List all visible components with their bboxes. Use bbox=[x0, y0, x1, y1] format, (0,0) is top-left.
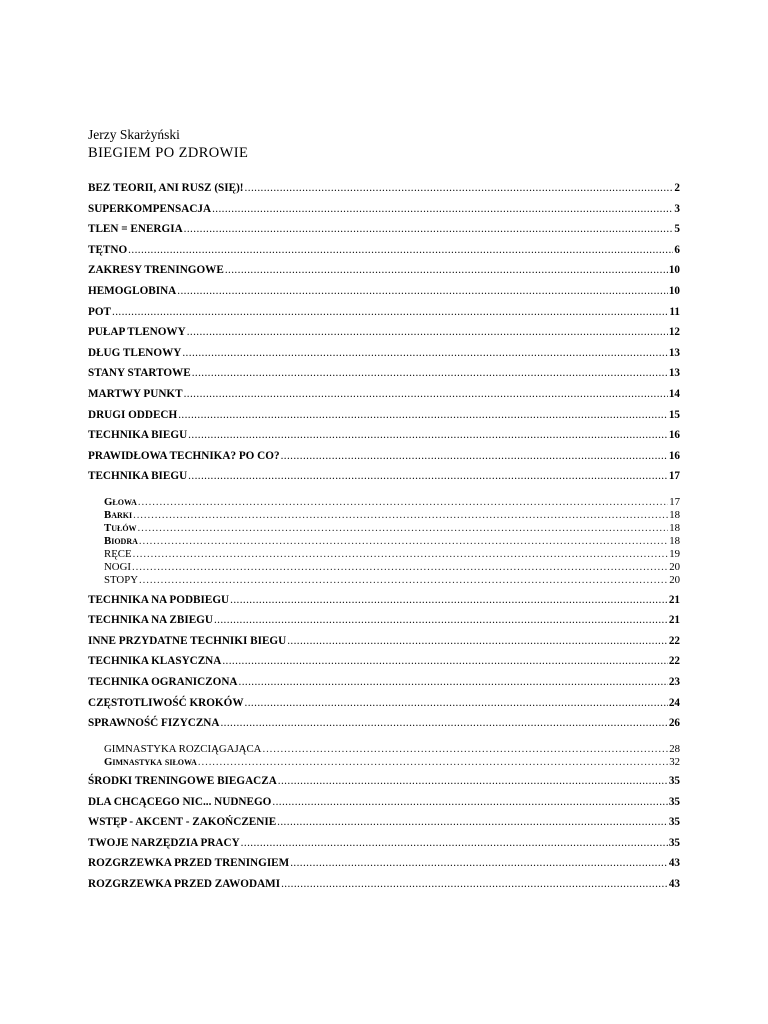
toc-entry-label: Głowa bbox=[104, 495, 137, 508]
toc-dot-leader bbox=[177, 285, 668, 298]
toc-page-number: 23 bbox=[668, 675, 680, 688]
toc-entry[interactable] bbox=[88, 326, 680, 347]
toc-dot-leader bbox=[182, 347, 667, 360]
toc-page-number: 17 bbox=[669, 495, 680, 508]
toc-page-number: 16 bbox=[668, 429, 680, 442]
toc-page-number: 22 bbox=[668, 634, 680, 647]
toc-entry-label: POT bbox=[88, 305, 111, 318]
document-header bbox=[88, 126, 248, 162]
toc-entry-label: ROZGRZEWKA PRZED ZAWODAMI bbox=[88, 877, 281, 890]
toc-dot-leader bbox=[278, 775, 668, 788]
toc-entry[interactable] bbox=[88, 635, 680, 656]
toc-page-number: 18 bbox=[669, 509, 680, 521]
toc-entry[interactable] bbox=[88, 450, 680, 471]
toc-entry[interactable] bbox=[88, 574, 680, 587]
toc-page-number: 35 bbox=[668, 795, 680, 808]
toc-entry-label: INNE PRZYDATNE TECHNIKI BIEGU bbox=[88, 634, 287, 647]
toc-entry[interactable] bbox=[88, 676, 680, 697]
toc-page-number: 15 bbox=[668, 408, 680, 421]
toc-entry-label: ROZGRZEWKA PRZED TRENINGIEM bbox=[88, 857, 290, 870]
toc-entry-label: TĘTNO bbox=[88, 243, 128, 256]
toc-dot-leader bbox=[287, 635, 668, 648]
toc-entry[interactable] bbox=[88, 264, 680, 285]
toc-entry[interactable] bbox=[88, 878, 680, 899]
toc-page-number: 20 bbox=[669, 561, 680, 574]
toc-entry[interactable] bbox=[88, 743, 680, 756]
toc-entry[interactable] bbox=[88, 717, 680, 738]
toc-page-number: 43 bbox=[668, 857, 680, 870]
toc-entry-label: TECHNIKA BIEGU bbox=[88, 429, 188, 442]
toc-dot-leader bbox=[187, 326, 668, 339]
toc-page-number: 2 bbox=[674, 182, 680, 194]
toc-page-number: 13 bbox=[668, 346, 680, 359]
toc-entry[interactable] bbox=[88, 244, 680, 265]
toc-page-number: 32 bbox=[669, 755, 680, 768]
toc-entry-label: SPRAWNOŚĆ FIZYCZNA bbox=[88, 717, 220, 730]
toc-dot-leader bbox=[225, 264, 668, 277]
toc-page-number: 35 bbox=[668, 836, 680, 849]
toc-page-number: 10 bbox=[668, 284, 680, 297]
toc-entry-label: WSTĘP - AKCENT - ZAKOŃCZENIE bbox=[88, 816, 277, 829]
toc-entry[interactable] bbox=[88, 203, 680, 224]
toc-entry-label: DLA CHCĄCEGO NIC... NUDNEGO bbox=[88, 795, 272, 808]
toc-entry-label: STOPY bbox=[104, 574, 139, 587]
toc-entry[interactable] bbox=[88, 697, 680, 718]
toc-entry[interactable] bbox=[88, 223, 680, 244]
toc-entry[interactable] bbox=[88, 796, 680, 817]
toc-page-number: 21 bbox=[668, 593, 680, 606]
toc-entry[interactable] bbox=[88, 470, 680, 491]
toc-entry[interactable] bbox=[88, 285, 680, 306]
toc-dot-leader bbox=[138, 496, 668, 509]
toc-entry-label: PRAWIDŁOWA TECHNIKA? PO CO? bbox=[88, 449, 280, 462]
toc-entry-label: Tułów bbox=[104, 522, 137, 535]
toc-page-number: 5 bbox=[674, 223, 680, 236]
toc-dot-leader bbox=[132, 561, 668, 574]
toc-dot-leader bbox=[214, 614, 668, 627]
toc-entry-label: TLEN = ENERGIA bbox=[88, 223, 183, 236]
toc-dot-leader bbox=[138, 522, 669, 535]
toc-dot-leader bbox=[245, 697, 668, 710]
toc-entry[interactable] bbox=[88, 388, 680, 409]
toc-page-number: 17 bbox=[668, 470, 680, 483]
book-title: BIEGIEM PO ZDROWIE bbox=[88, 145, 249, 161]
toc-entry-label: MARTWY PUNKT bbox=[88, 387, 183, 400]
toc-entry-label: TECHNIKA KLASYCZNA bbox=[88, 655, 222, 668]
toc-dot-leader bbox=[139, 535, 668, 548]
toc-dot-leader bbox=[184, 223, 674, 236]
toc-entry[interactable] bbox=[88, 756, 680, 769]
toc-dot-leader bbox=[220, 717, 667, 730]
toc-entry-label: RĘCE bbox=[104, 548, 132, 561]
toc-entry-label: NOGI bbox=[104, 561, 131, 574]
toc-entry[interactable] bbox=[88, 594, 680, 615]
toc-entry-label: Biodra bbox=[104, 535, 138, 548]
toc-page-number: 10 bbox=[668, 264, 680, 277]
toc-page-number: 43 bbox=[668, 877, 680, 890]
toc-entry-label: ŚRODKI TRENINGOWE BIEGACZA bbox=[88, 774, 277, 787]
toc-dot-leader bbox=[222, 655, 667, 668]
toc-dot-leader bbox=[230, 594, 668, 607]
toc-entry-label: GIMNASTYKA ROZCIĄGAJĄCA bbox=[104, 742, 262, 755]
toc-entry-label: Gimnastyka siłowa bbox=[104, 755, 197, 768]
toc-entry-label: ZAKRESY TRENINGOWE bbox=[88, 264, 224, 277]
toc-page-number: 28 bbox=[669, 742, 680, 755]
toc-entry[interactable] bbox=[88, 409, 680, 430]
toc-dot-leader bbox=[192, 367, 668, 380]
toc-entry[interactable] bbox=[88, 182, 680, 203]
toc-entry-label: STANY STARTOWE bbox=[88, 367, 191, 380]
toc-page-number: 26 bbox=[668, 717, 680, 730]
toc-page-number: 16 bbox=[668, 449, 680, 462]
toc-entry-label: BEZ TEORII, ANI RUSZ (SIĘ)! bbox=[88, 182, 244, 194]
toc-entry[interactable] bbox=[88, 614, 680, 635]
toc-page-number: 13 bbox=[668, 367, 680, 380]
toc-entry[interactable] bbox=[88, 306, 680, 327]
toc-page-number: 11 bbox=[669, 305, 680, 318]
toc-dot-leader bbox=[133, 509, 668, 522]
toc-entry-label: TECHNIKA NA PODBIEGU bbox=[88, 593, 230, 606]
toc-entry[interactable] bbox=[88, 367, 680, 388]
toc-dot-leader bbox=[128, 244, 673, 257]
toc-entry[interactable] bbox=[88, 496, 680, 509]
toc-entry-label: DŁUG TLENOWY bbox=[88, 346, 182, 359]
toc-dot-leader bbox=[241, 837, 668, 850]
toc-entry-label: SUPERKOMPENSACJA bbox=[88, 202, 212, 215]
toc-dot-leader bbox=[245, 182, 674, 195]
toc-page-number: 3 bbox=[674, 202, 680, 215]
toc-dot-leader bbox=[239, 676, 668, 689]
toc-page-number: 22 bbox=[668, 655, 680, 668]
toc-dot-leader bbox=[133, 548, 669, 561]
toc-page-number: 19 bbox=[669, 548, 680, 561]
toc-entry-label: PUŁAP TLENOWY bbox=[88, 326, 186, 339]
toc-entry[interactable] bbox=[88, 857, 680, 878]
toc-dot-leader bbox=[212, 203, 673, 216]
toc-dot-leader bbox=[198, 756, 668, 769]
toc-page-number: 35 bbox=[668, 816, 680, 829]
toc-entry-label: TECHNIKA OGRANICZONA bbox=[88, 675, 238, 688]
toc-entry-label: DRUGI ODDECH bbox=[88, 408, 178, 421]
toc-entry[interactable] bbox=[88, 535, 680, 548]
toc-entry[interactable] bbox=[88, 548, 680, 561]
toc-page-number: 20 bbox=[669, 574, 680, 587]
toc-entry-label: TECHNIKA BIEGU bbox=[88, 470, 188, 483]
toc-dot-leader bbox=[277, 816, 668, 829]
toc-entry[interactable] bbox=[88, 429, 680, 450]
toc-dot-leader bbox=[178, 409, 668, 422]
toc-dot-leader bbox=[112, 306, 668, 319]
toc-page-number: 18 bbox=[669, 535, 680, 548]
toc-dot-leader bbox=[188, 429, 668, 442]
toc-page-number: 12 bbox=[668, 326, 680, 339]
toc-dot-leader bbox=[184, 388, 668, 401]
toc-entry[interactable] bbox=[88, 816, 680, 837]
toc-page-number: 21 bbox=[668, 614, 680, 627]
toc-dot-leader bbox=[139, 574, 668, 587]
toc-entry[interactable] bbox=[88, 561, 680, 574]
table-of-contents bbox=[88, 182, 680, 898]
toc-dot-leader bbox=[281, 878, 668, 891]
toc-entry-label: CZĘSTOTLIWOŚĆ KROKÓW bbox=[88, 696, 244, 709]
toc-entry-label: Barki bbox=[104, 509, 133, 521]
toc-dot-leader bbox=[188, 470, 668, 483]
toc-page-number: 18 bbox=[669, 522, 680, 535]
toc-page-number: 6 bbox=[674, 243, 680, 256]
toc-entry[interactable] bbox=[88, 347, 680, 368]
author-name: Jerzy Skarżyński bbox=[88, 127, 180, 142]
toc-page-number: 35 bbox=[668, 774, 680, 787]
toc-entry[interactable] bbox=[88, 655, 680, 676]
toc-entry-label: HEMOGLOBINA bbox=[88, 284, 177, 297]
toc-dot-leader bbox=[272, 796, 667, 809]
toc-entry-label: TWOJE NARZĘDZIA PRACY bbox=[88, 836, 240, 849]
toc-entry[interactable] bbox=[88, 775, 680, 796]
toc-page-number: 14 bbox=[668, 387, 680, 400]
toc-entry[interactable] bbox=[88, 509, 680, 522]
toc-entry[interactable] bbox=[88, 837, 680, 858]
toc-page-number: 24 bbox=[668, 696, 680, 709]
toc-dot-leader bbox=[290, 857, 668, 870]
toc-entry[interactable] bbox=[88, 522, 680, 535]
toc-entry-label: TECHNIKA NA ZBIEGU bbox=[88, 614, 213, 627]
toc-dot-leader bbox=[281, 450, 668, 463]
toc-dot-leader bbox=[262, 743, 668, 756]
